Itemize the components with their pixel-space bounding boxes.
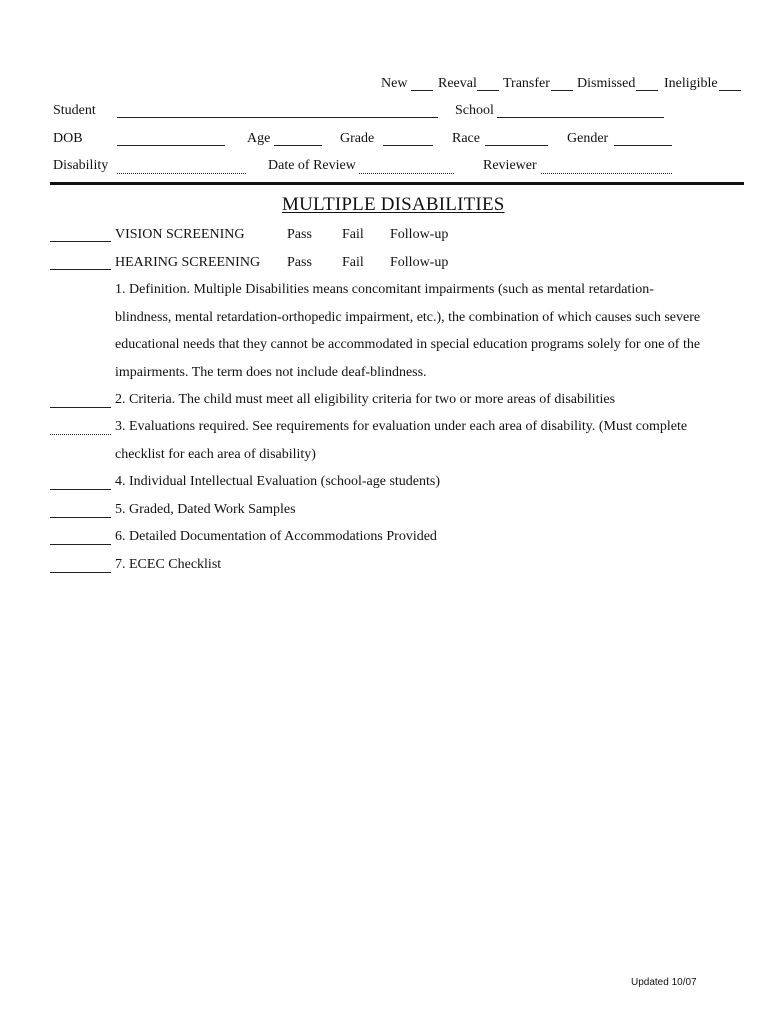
header-divider <box>50 182 744 185</box>
hearing-screening-label: HEARING SCREENING <box>115 255 261 270</box>
status-reeval-label: Reeval <box>438 76 477 91</box>
gender-field[interactable] <box>614 145 672 146</box>
status-dismissed-label: Dismissed <box>577 76 636 91</box>
page-title: MULTIPLE DISABILITIES <box>282 194 505 215</box>
vision-followup-option[interactable]: Follow-up <box>390 227 449 242</box>
vision-fail-option[interactable]: Fail <box>342 227 364 242</box>
school-label: School <box>455 103 494 118</box>
status-new-blank[interactable] <box>411 90 433 91</box>
status-dismissed-blank[interactable] <box>636 90 658 91</box>
definition-line-4: impairments. The term does not include deaf-blindness. <box>115 365 427 380</box>
race-label: Race <box>452 131 480 146</box>
vision-screening-label: VISION SCREENING <box>115 227 245 242</box>
gender-label: Gender <box>567 131 609 146</box>
hearing-followup-option[interactable]: Follow-up <box>390 255 449 270</box>
criteria-blank[interactable] <box>50 407 111 408</box>
dob-label: DOB <box>53 131 83 146</box>
definition-line-3: educational needs that they cannot be accommodated in special education programs solely for one of the <box>115 337 701 352</box>
hearing-screening-blank[interactable] <box>50 269 111 270</box>
grade-field[interactable] <box>383 145 433 146</box>
item6-text: 6. Detailed Documentation of Accommodations Provided <box>115 529 437 544</box>
race-field[interactable] <box>485 145 548 146</box>
date-of-review-field[interactable] <box>359 173 454 174</box>
reviewer-label: Reviewer <box>483 158 537 173</box>
school-field[interactable] <box>497 117 664 118</box>
evaluations-blank[interactable] <box>50 434 111 435</box>
reviewer-field[interactable] <box>541 173 672 174</box>
definition-line-1: 1. Definition. Multiple Disabilities means concomitant impairments (such as mental retardation- <box>115 282 654 297</box>
dob-field[interactable] <box>117 145 225 146</box>
item6-blank[interactable] <box>50 544 111 545</box>
status-transfer-label: Transfer <box>503 76 550 91</box>
definition-line-2: blindness, mental retardation-orthopedic impairment, etc.), the combination of which causes such severe <box>115 310 701 325</box>
date-of-review-label: Date of Review <box>268 158 356 173</box>
age-label: Age <box>247 131 271 146</box>
age-field[interactable] <box>274 145 322 146</box>
item7-text: 7. ECEC Checklist <box>115 557 222 572</box>
footer-updated: Updated 10/07 <box>631 977 697 988</box>
status-reeval-blank[interactable] <box>477 90 499 91</box>
criteria-text: 2. Criteria. The child must meet all eligibility criteria for two or more areas of disabilities <box>115 392 616 407</box>
status-ineligible-blank[interactable] <box>719 90 741 91</box>
student-label: Student <box>53 103 96 118</box>
item7-blank[interactable] <box>50 572 111 573</box>
evaluations-line-2: checklist for each area of disability) <box>115 447 316 462</box>
evaluations-line-1: 3. Evaluations required. See requirements for evaluation under each area of disability. (Must complete <box>115 419 688 434</box>
hearing-pass-option[interactable]: Pass <box>287 255 312 270</box>
disability-label: Disability <box>53 158 109 173</box>
hearing-fail-option[interactable]: Fail <box>342 255 364 270</box>
item4-blank[interactable] <box>50 489 111 490</box>
status-transfer-blank[interactable] <box>551 90 573 91</box>
item5-blank[interactable] <box>50 517 111 518</box>
item4-text: 4. Individual Intellectual Evaluation (school-age students) <box>115 474 441 489</box>
grade-label: Grade <box>340 131 375 146</box>
disability-field[interactable] <box>117 173 246 174</box>
item5-text: 5. Graded, Dated Work Samples <box>115 502 296 517</box>
vision-pass-option[interactable]: Pass <box>287 227 312 242</box>
student-field[interactable] <box>117 117 438 118</box>
vision-screening-blank[interactable] <box>50 241 111 242</box>
status-new-label: New <box>381 76 408 91</box>
status-ineligible-label: Ineligible <box>664 76 718 91</box>
